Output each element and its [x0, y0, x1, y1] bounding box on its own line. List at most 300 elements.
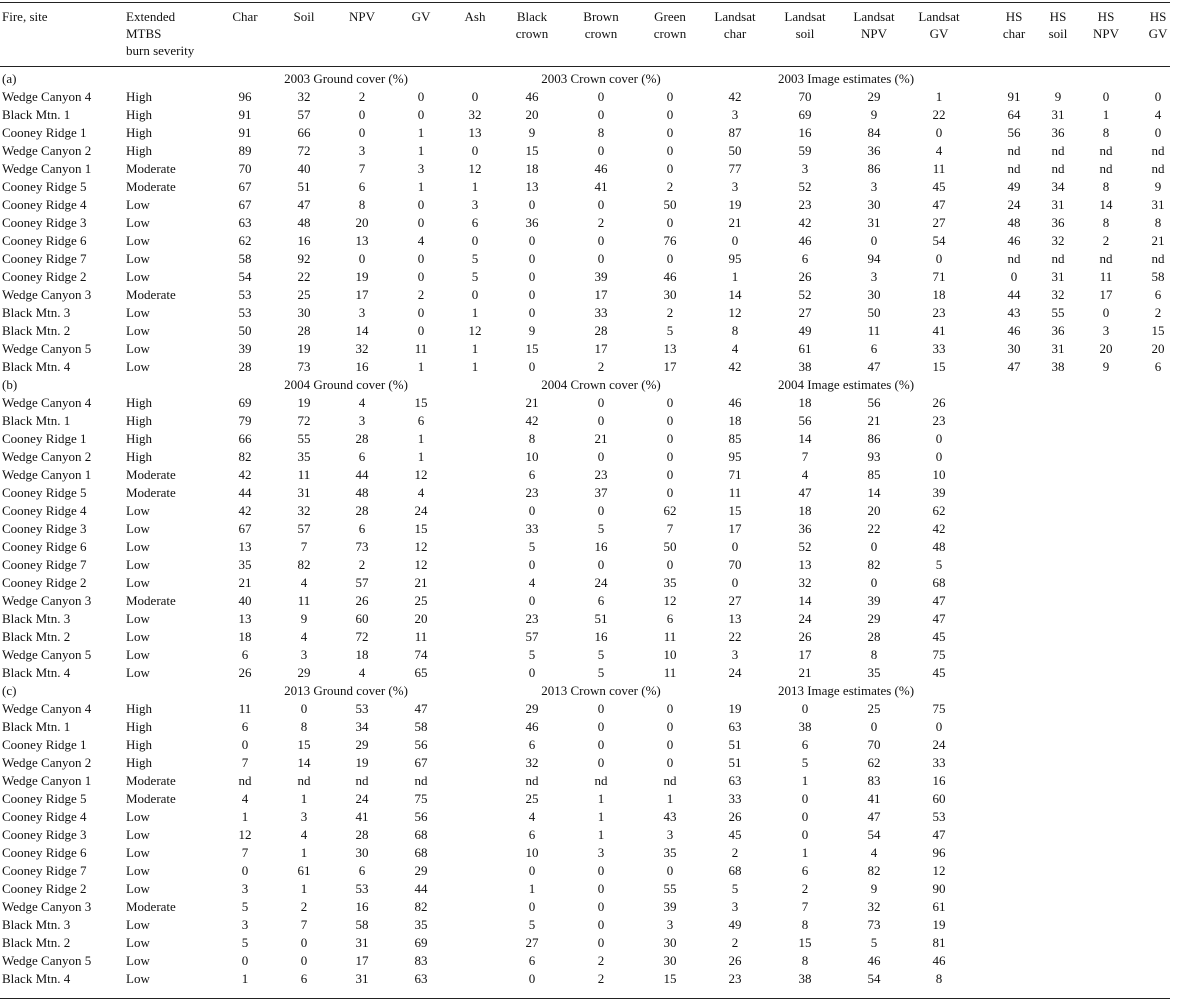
value-cell: 21 [728, 215, 742, 230]
table-row [0, 250, 1184, 268]
value-cell: 47 [1007, 359, 1021, 374]
value-cell: 35 [663, 845, 677, 860]
value-cell: 16 [297, 233, 311, 248]
table-row [0, 862, 1184, 880]
value-cell: 3 [731, 179, 739, 194]
value-cell: 67 [238, 179, 252, 194]
value-cell: 41 [594, 179, 608, 194]
value-cell: 0 [528, 899, 536, 914]
severity-cell: High [126, 431, 152, 446]
severity-cell: Low [126, 935, 150, 950]
value-cell: 0 [417, 323, 425, 338]
table-row [0, 538, 1184, 556]
severity-cell: High [126, 143, 152, 158]
severity-cell: Moderate [126, 467, 176, 482]
value-cell: 0 [417, 197, 425, 212]
value-cell: 32 [297, 503, 311, 518]
value-cell: nd [594, 773, 608, 788]
value-cell: 3 [417, 161, 425, 176]
value-cell: 69 [414, 935, 428, 950]
site-cell: Wedge Canyon 2 [2, 143, 92, 158]
value-cell: 70 [867, 737, 881, 752]
value-cell: 50 [867, 305, 881, 320]
value-cell: 17 [594, 341, 608, 356]
value-cell: 0 [471, 233, 479, 248]
value-cell: 22 [297, 269, 311, 284]
site-cell: Cooney Ridge 6 [2, 233, 87, 248]
site-cell: Wedge Canyon 5 [2, 953, 92, 968]
severity-cell: Low [126, 539, 150, 554]
value-cell: 0 [528, 233, 536, 248]
site-cell: Black Mtn. 1 [2, 719, 71, 734]
value-cell: 32 [1051, 287, 1065, 302]
value-cell: nd [1051, 161, 1065, 176]
value-cell: 26 [728, 953, 742, 968]
severity-cell: Moderate [126, 161, 176, 176]
site-cell: Wedge Canyon 1 [2, 773, 92, 788]
value-cell: 35 [867, 665, 881, 680]
value-cell: 55 [1051, 305, 1065, 320]
value-cell: 66 [297, 125, 311, 140]
value-cell: 0 [528, 557, 536, 572]
value-cell: 0 [731, 233, 739, 248]
value-cell: 1 [935, 89, 943, 104]
value-cell: 69 [798, 107, 812, 122]
value-cell: 0 [666, 251, 674, 266]
value-cell: 3 [666, 917, 674, 932]
value-cell: 27 [798, 305, 812, 320]
value-cell: 25 [414, 593, 428, 608]
severity-cell: Low [126, 305, 150, 320]
value-cell: 25 [297, 287, 311, 302]
value-cell: 3 [300, 809, 308, 824]
table-row [0, 466, 1184, 484]
value-cell: 66 [238, 431, 252, 446]
bottom-rule [0, 998, 1170, 999]
value-cell: 23 [525, 611, 539, 626]
value-cell: 4 [417, 233, 425, 248]
value-cell: 46 [663, 269, 677, 284]
value-cell: 39 [594, 269, 608, 284]
site-cell: Cooney Ridge 6 [2, 845, 87, 860]
value-cell: 26 [798, 629, 812, 644]
value-cell: 5 [528, 647, 536, 662]
value-cell: 35 [297, 449, 311, 464]
value-cell: 15 [525, 341, 539, 356]
value-cell: 0 [417, 215, 425, 230]
site-cell: Black Mtn. 4 [2, 359, 71, 374]
value-cell: 30 [867, 197, 881, 212]
value-cell: 0 [731, 575, 739, 590]
value-cell: 10 [663, 647, 677, 662]
site-cell: Black Mtn. 3 [2, 305, 71, 320]
value-cell: 1 [471, 341, 479, 356]
value-cell: 4 [1154, 107, 1162, 122]
table-row [0, 916, 1184, 934]
severity-cell: Low [126, 359, 150, 374]
value-cell: 29 [525, 701, 539, 716]
value-cell: nd [1051, 143, 1065, 158]
value-cell: 20 [414, 611, 428, 626]
value-cell: 14 [728, 287, 742, 302]
value-cell: 39 [867, 593, 881, 608]
value-cell: 8 [935, 971, 943, 986]
value-cell: 38 [798, 359, 812, 374]
value-cell: 26 [355, 593, 369, 608]
value-cell: 20 [867, 503, 881, 518]
value-cell: 0 [666, 395, 674, 410]
value-cell: 0 [528, 665, 536, 680]
value-cell: 11 [414, 341, 428, 356]
value-cell: 53 [238, 287, 252, 302]
site-cell: Cooney Ridge 7 [2, 251, 87, 266]
value-cell: 52 [798, 287, 812, 302]
value-cell: 82 [238, 449, 252, 464]
table-row [0, 772, 1184, 790]
value-cell: 34 [1051, 179, 1065, 194]
value-cell: 12 [728, 305, 742, 320]
value-cell: 1 [801, 845, 809, 860]
table-row [0, 394, 1184, 412]
table-row [0, 592, 1184, 610]
value-cell: 13 [238, 611, 252, 626]
value-cell: 5 [801, 755, 809, 770]
value-cell: 46 [728, 395, 742, 410]
severity-cell: Moderate [126, 791, 176, 806]
value-cell: 18 [728, 413, 742, 428]
value-cell: 3 [471, 197, 479, 212]
value-cell: 2 [358, 89, 366, 104]
value-cell: 7 [801, 899, 809, 914]
site-cell: Cooney Ridge 3 [2, 827, 87, 842]
table-row [0, 880, 1184, 898]
value-cell: 64 [1007, 107, 1021, 122]
severity-cell: High [126, 89, 152, 104]
value-cell: 0 [666, 431, 674, 446]
value-cell: nd [1007, 161, 1021, 176]
value-cell: 72 [355, 629, 369, 644]
value-cell: 20 [1099, 341, 1113, 356]
site-cell: Wedge Canyon 1 [2, 161, 92, 176]
value-cell: 3 [870, 179, 878, 194]
value-cell: 6 [417, 413, 425, 428]
severity-cell: Moderate [126, 593, 176, 608]
value-cell: 48 [932, 539, 946, 554]
value-cell: 3 [358, 305, 366, 320]
site-cell: Wedge Canyon 3 [2, 593, 92, 608]
value-cell: 7 [300, 539, 308, 554]
value-cell: 6 [358, 521, 366, 536]
severity-cell: Low [126, 215, 150, 230]
value-cell: 6 [528, 827, 536, 842]
value-cell: 1 [471, 179, 479, 194]
value-cell: 26 [238, 665, 252, 680]
value-cell: 0 [358, 251, 366, 266]
value-cell: 0 [1010, 269, 1018, 284]
value-cell: 3 [1102, 323, 1110, 338]
value-cell: 0 [1154, 89, 1162, 104]
value-cell: 16 [594, 539, 608, 554]
value-cell: 0 [731, 539, 739, 554]
value-cell: nd [663, 773, 677, 788]
value-cell: 0 [597, 701, 605, 716]
value-cell: 74 [414, 647, 428, 662]
value-cell: 23 [932, 305, 946, 320]
value-cell: 42 [238, 503, 252, 518]
column-header-green-crown: Green crown [653, 9, 687, 41]
value-cell: 50 [728, 143, 742, 158]
value-cell: 16 [355, 899, 369, 914]
table-row [0, 556, 1184, 574]
severity-cell: High [126, 413, 152, 428]
value-cell: 1 [471, 305, 479, 320]
value-cell: 58 [414, 719, 428, 734]
table-row [0, 952, 1184, 970]
value-cell: 0 [801, 809, 809, 824]
value-cell: 12 [414, 539, 428, 554]
value-cell: 0 [666, 557, 674, 572]
value-cell: 71 [728, 467, 742, 482]
value-cell: 21 [525, 395, 539, 410]
value-cell: 60 [355, 611, 369, 626]
value-cell: 18 [932, 287, 946, 302]
value-cell: 8 [528, 431, 536, 446]
value-cell: 56 [414, 737, 428, 752]
value-cell: 0 [597, 413, 605, 428]
value-cell: 56 [798, 413, 812, 428]
value-cell: 21 [414, 575, 428, 590]
value-cell: 0 [471, 287, 479, 302]
value-cell: 45 [932, 179, 946, 194]
table-row [0, 232, 1184, 250]
value-cell: 15 [414, 521, 428, 536]
table-row [0, 610, 1184, 628]
value-cell: 3 [870, 269, 878, 284]
value-cell: 21 [1151, 233, 1165, 248]
value-cell: 70 [798, 89, 812, 104]
value-cell: 21 [238, 575, 252, 590]
value-cell: 53 [932, 809, 946, 824]
value-cell: 46 [525, 719, 539, 734]
value-cell: 4 [528, 809, 536, 824]
table-row [0, 790, 1184, 808]
severity-cell: Low [126, 845, 150, 860]
value-cell: 10 [525, 845, 539, 860]
value-cell: 35 [414, 917, 428, 932]
value-cell: 1 [417, 125, 425, 140]
value-cell: 51 [728, 755, 742, 770]
site-cell: Cooney Ridge 2 [2, 269, 87, 284]
value-cell: 20 [1151, 341, 1165, 356]
value-cell: 3 [358, 143, 366, 158]
value-cell: 0 [666, 719, 674, 734]
value-cell: 5 [597, 647, 605, 662]
value-cell: 16 [594, 629, 608, 644]
value-cell: 57 [297, 521, 311, 536]
value-cell: 32 [867, 899, 881, 914]
value-cell: 1 [597, 827, 605, 842]
value-cell: 11 [728, 485, 742, 500]
value-cell: 6 [1154, 287, 1162, 302]
value-cell: 73 [297, 359, 311, 374]
value-cell: 0 [597, 863, 605, 878]
value-cell: 61 [932, 899, 946, 914]
ground-cover-title: 2004 Ground cover (%) [284, 377, 408, 392]
value-cell: 29 [867, 89, 881, 104]
value-cell: 23 [932, 413, 946, 428]
value-cell: 8 [597, 125, 605, 140]
table-row [0, 448, 1184, 466]
value-cell: nd [1051, 251, 1065, 266]
table-row [0, 322, 1184, 340]
value-cell: 0 [417, 251, 425, 266]
value-cell: 19 [355, 755, 369, 770]
site-cell: Cooney Ridge 2 [2, 575, 87, 590]
value-cell: 76 [663, 233, 677, 248]
severity-cell: Low [126, 269, 150, 284]
value-cell: 62 [867, 755, 881, 770]
value-cell: 15 [798, 935, 812, 950]
value-cell: 13 [525, 179, 539, 194]
value-cell: 79 [238, 413, 252, 428]
value-cell: 49 [798, 323, 812, 338]
value-cell: 2 [597, 359, 605, 374]
value-cell: 48 [1007, 215, 1021, 230]
value-cell: 38 [798, 719, 812, 734]
value-cell: nd [238, 773, 252, 788]
value-cell: 96 [238, 89, 252, 104]
value-cell: 0 [300, 953, 308, 968]
value-cell: 0 [870, 233, 878, 248]
site-cell: Cooney Ridge 4 [2, 809, 87, 824]
site-cell: Black Mtn. 3 [2, 611, 71, 626]
site-cell: Cooney Ridge 1 [2, 125, 87, 140]
value-cell: 32 [468, 107, 482, 122]
value-cell: nd [1151, 161, 1165, 176]
value-cell: 12 [932, 863, 946, 878]
severity-cell: Low [126, 233, 150, 248]
value-cell: 0 [870, 719, 878, 734]
value-cell: 12 [468, 323, 482, 338]
severity-cell: Low [126, 197, 150, 212]
value-cell: 17 [798, 647, 812, 662]
value-cell: 18 [238, 629, 252, 644]
value-cell: 0 [528, 359, 536, 374]
table-row [0, 106, 1184, 124]
value-cell: 5 [241, 899, 249, 914]
value-cell: 0 [528, 503, 536, 518]
value-cell: 0 [666, 125, 674, 140]
value-cell: 9 [300, 611, 308, 626]
value-cell: 11 [663, 665, 677, 680]
value-cell: 43 [663, 809, 677, 824]
value-cell: 0 [597, 881, 605, 896]
value-cell: 27 [932, 215, 946, 230]
value-cell: 1 [528, 881, 536, 896]
value-cell: 75 [932, 701, 946, 716]
column-header-hs-char: HS char [1002, 9, 1026, 41]
severity-cell: Low [126, 809, 150, 824]
value-cell: 0 [870, 539, 878, 554]
value-cell: 42 [525, 413, 539, 428]
value-cell: 3 [801, 161, 809, 176]
value-cell: 33 [525, 521, 539, 536]
value-cell: 0 [528, 251, 536, 266]
value-cell: 46 [525, 89, 539, 104]
value-cell: 2 [801, 881, 809, 896]
value-cell: 47 [867, 809, 881, 824]
table-row [0, 718, 1184, 736]
value-cell: 2 [1102, 233, 1110, 248]
value-cell: 6 [801, 737, 809, 752]
severity-cell: High [126, 125, 152, 140]
value-cell: 11 [1099, 269, 1113, 284]
value-cell: 5 [731, 881, 739, 896]
table-row [0, 88, 1184, 106]
section-label: (c) [2, 683, 17, 698]
value-cell: 8 [300, 719, 308, 734]
value-cell: 95 [728, 251, 742, 266]
value-cell: 26 [798, 269, 812, 284]
value-cell: 0 [597, 89, 605, 104]
value-cell: 24 [414, 503, 428, 518]
value-cell: 11 [932, 161, 946, 176]
value-cell: 0 [666, 413, 674, 428]
value-cell: 36 [867, 143, 881, 158]
value-cell: 95 [728, 449, 742, 464]
value-cell: 91 [238, 125, 252, 140]
value-cell: 73 [355, 539, 369, 554]
value-cell: 39 [663, 899, 677, 914]
value-cell: 6 [528, 953, 536, 968]
value-cell: 0 [1154, 125, 1162, 140]
value-cell: 41 [867, 791, 881, 806]
site-cell: Cooney Ridge 4 [2, 503, 87, 518]
site-cell: Wedge Canyon 3 [2, 899, 92, 914]
value-cell: 30 [663, 287, 677, 302]
value-cell: 6 [241, 647, 249, 662]
site-cell: Wedge Canyon 4 [2, 701, 92, 716]
value-cell: 70 [728, 557, 742, 572]
value-cell: 1 [300, 881, 308, 896]
value-cell: 0 [597, 737, 605, 752]
severity-cell: Low [126, 917, 150, 932]
value-cell: 41 [355, 809, 369, 824]
value-cell: 24 [932, 737, 946, 752]
value-cell: 1 [597, 791, 605, 806]
value-cell: 24 [1007, 197, 1021, 212]
value-cell: 8 [1102, 125, 1110, 140]
severity-cell: Low [126, 521, 150, 536]
header-rule [0, 66, 1170, 67]
value-cell: 1 [417, 143, 425, 158]
value-cell: 2 [666, 305, 674, 320]
top-rule [0, 2, 1170, 3]
value-cell: 58 [238, 251, 252, 266]
value-cell: 15 [297, 737, 311, 752]
value-cell: 11 [238, 701, 252, 716]
value-cell: 46 [1007, 233, 1021, 248]
site-cell: Cooney Ridge 4 [2, 197, 87, 212]
value-cell: 58 [355, 917, 369, 932]
value-cell: 0 [801, 791, 809, 806]
severity-cell: Low [126, 575, 150, 590]
value-cell: 54 [238, 269, 252, 284]
value-cell: 19 [355, 269, 369, 284]
value-cell: 6 [597, 593, 605, 608]
value-cell: 52 [798, 539, 812, 554]
value-cell: 22 [728, 629, 742, 644]
